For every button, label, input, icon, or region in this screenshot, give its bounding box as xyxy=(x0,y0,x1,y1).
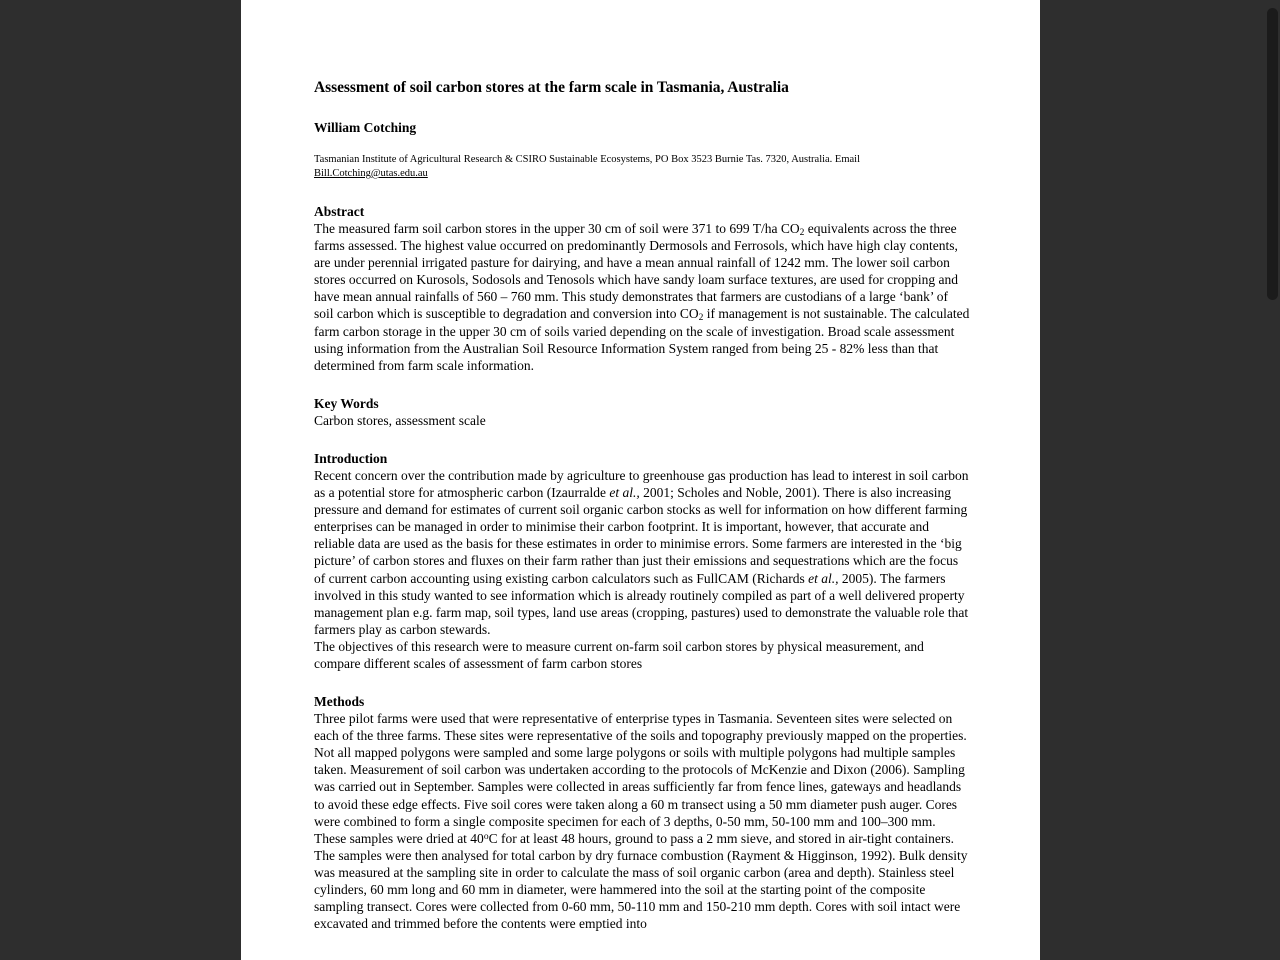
abstract-section xyxy=(314,181,970,374)
intro-citation-etal-2: et al., xyxy=(808,570,839,586)
abstract-subscript-2: 2 xyxy=(698,313,704,324)
abstract-text-part-3: if management is not sustainable. The calculated farm carbon storage in the upper 30 cm of soils varied depending on the scale of investigation. Broad scale assessment using information from the Australian Soil Resource Information System ranged from being 25 - 82% less than that determined from farm scale information. xyxy=(314,306,970,373)
document-page xyxy=(241,0,1040,960)
methods-text-part-2: C for at least 48 hours, ground to pass a 2 mm sieve, and stored in air-tight containers. The samples were then analysed for total carbon by dry furnace combustion (Rayment & Higginson, 1992). Bulk density was measured at the sampling site in order to calculate the mass of soil organic carbon (area and depth). Stainless steel cylinders, 60 mm long and 60 mm in diameter, were hammered into the soil at the starting point of the composite sampling transect. Cores were collected from 0-60 mm, 50-110 mm and 150-210 mm depth. Cores with soil intact were excavated and trimmed before the contents were emptied into xyxy=(314,830,968,932)
methods-text-part-1: Three pilot farms were used that were representative of enterprise types in Tasmania. Seventeen sites were selected on each of the three farms. These sites were representative of the soils and topography previously mapped on the properties. Not all mapped polygons were sampled and some large polygons or soils with multiple polygons had multiple samples taken. Measurement of soil carbon was undertaken according to the protocols of McKenzie and Dixon (2006). Sampling was carried out in September. Samples were collected in areas sufficiently far from fence lines, gateways and headlands to avoid these edge effects. Five soil cores were taken along a 60 m transect using a 50 mm diameter push auger. Cores were combined to form a single composite specimen for each of 3 depths, 0-50 mm, 50-100 mm and 100–300 mm. These samples were dried at 40 xyxy=(314,711,967,846)
intro-text-part-3: 2005). The farmers involved in this study wanted to see information which is already routinely compiled as part of a well delivered property management plan e.g. farm map, soil types, land use areas (cropping, pastures) used to demonstrate the valuable role that farmers play as carbon stewards. xyxy=(314,570,969,637)
methods-section xyxy=(314,693,970,932)
key-words-section xyxy=(314,395,970,429)
introduction-heading: Introduction xyxy=(314,450,388,466)
key-words-body: Carbon stores, assessment scale xyxy=(314,412,486,428)
scrollbar-thumb[interactable] xyxy=(1267,8,1278,300)
page-content xyxy=(314,0,970,932)
abstract-subscript-1: 2 xyxy=(799,228,805,239)
abstract-heading: Abstract xyxy=(314,204,365,219)
intro-text-part-2: 2001; Scholes and Noble, 2001). There is also increasing pressure and demand for estimates of current soil organic carbon stocks as well for information on how different farming enterprises can be managed in order to minimise their carbon footprint. It is important, however, that accurate and reliable data are used as the basis for these estimates in order to minimise errors. Some farmers are interested in the ‘big picture’ of carbon stores and fluxes on their farm rather than just their emissions and sequestrations which are the focus of current carbon accounting using existing carbon calculators such as FullCAM (Richards xyxy=(314,485,968,586)
intro-citation-etal-1: et al., xyxy=(609,485,640,501)
abstract-text-part-1: The measured farm soil carbon stores in the upper 30 cm of soil were 371 to 699 T/ha CO xyxy=(314,221,800,236)
spacer-after-abstract xyxy=(314,374,970,395)
page-title: Assessment of soil carbon stores at the farm scale in Tasmania, Australia xyxy=(314,79,789,96)
methods-heading: Methods xyxy=(314,694,365,710)
introduction-paragraph-1 xyxy=(314,467,970,638)
key-words-heading: Key Words xyxy=(314,395,379,411)
affiliation-text: Tasmanian Institute of Agricultural Research & CSIRO Sustainable Ecosystems, PO Box 3523 Burnie Tas. 7320, Australia. Email xyxy=(314,154,861,165)
spacer-after-introduction xyxy=(314,672,970,693)
abstract-paragraph xyxy=(314,220,970,374)
methods-degree-superscript: o xyxy=(483,831,489,842)
introduction-paragraph-2: The objectives of this research were to measure current on-farm soil carbon stores by physical measurement, and compare different scales of assessment of farm carbon stores xyxy=(314,638,924,671)
vertical-scrollbar[interactable] xyxy=(1265,0,1280,960)
intro-text-part-1: Recent concern over the contribution made by agriculture to greenhouse gas production has lead to interest in soil carbon as a potential store for atmospheric carbon (Izaurralde xyxy=(314,467,969,501)
affiliation-block xyxy=(314,136,970,181)
author-name: William Cotching xyxy=(314,120,417,135)
methods-paragraph-1 xyxy=(314,710,970,932)
spacer-after-key-words xyxy=(314,429,970,450)
author-email-link[interactable]: Bill.Cotching@utas.edu.au xyxy=(314,168,428,179)
abstract-text-part-2: equivalents across the three farms assessed. The highest value occurred on predominantly Dermosols and Ferrosols, which have high clay contents, are under perennial irrigated pasture for dairying, and have a mean annual rainfall of 1242 mm. The lower soil carbon stores occurred on Kurosols, Sodosols and Tenosols which have sandy loam surface textures, are used for cropping and have mean annual rainfalls of 560 – 760 mm. This study demonstrates that farmers are custodians of a large ‘bank’ of soil carbon which is susceptible to degradation and conversion into CO xyxy=(314,221,959,322)
introduction-section xyxy=(314,450,970,672)
